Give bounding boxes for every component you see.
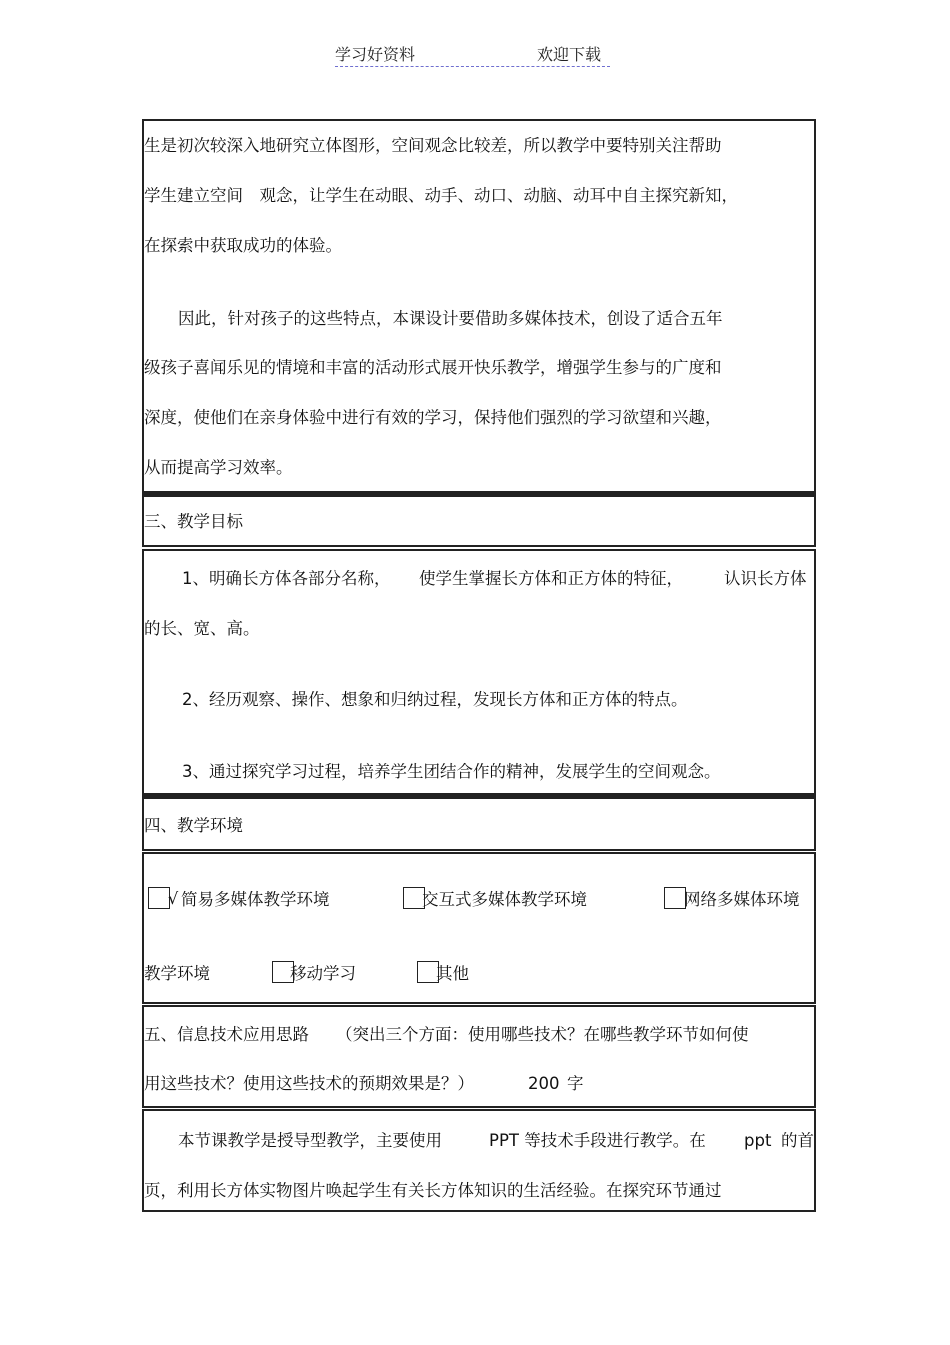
analysis-box bbox=[142, 119, 816, 496]
analysis-line-1: 生是初次较深入地研究立体图形，空间观念比较差，所以教学中要特别关注帮助 bbox=[144, 136, 722, 155]
section5-title-b: （突出三个方面：使用哪些技术？在哪些教学环节如何使 bbox=[336, 1025, 749, 1044]
section3-title-box bbox=[142, 495, 816, 547]
goal1-part-c: 认识长方体 bbox=[724, 569, 807, 588]
section5-word-count: 200 bbox=[528, 1074, 560, 1093]
section5-line2: 页，利用长方体实物图片唤起学生有关长方体知识的生活经验。在探究环节通过 bbox=[144, 1181, 722, 1200]
option-interactive-multimedia: 交互式多媒体教学环境 bbox=[422, 890, 587, 909]
section5-title-box bbox=[142, 1005, 816, 1108]
section5-title-a: 五、信息技术应用思路 bbox=[144, 1025, 309, 1044]
analysis-line-5: 级孩子喜闻乐见的情境和丰富的活动形式展开快乐教学，增强学生参与的广度和 bbox=[144, 358, 722, 377]
analysis-line-2: 学生建立空间 观念，让学生在动眼、动手、动口、动脑、动耳中自主探究新知， bbox=[144, 186, 738, 205]
header-left-text: 学习好资料 bbox=[335, 45, 416, 64]
checkbox-simple-multimedia[interactable] bbox=[148, 887, 170, 909]
check-mark: √ bbox=[168, 889, 179, 908]
analysis-line-3: 在探索中获取成功的体验。 bbox=[144, 236, 342, 255]
page-header bbox=[335, 40, 610, 67]
checkbox-network-multimedia[interactable] bbox=[664, 887, 686, 909]
section3-title: 三、教学目标 bbox=[144, 512, 243, 531]
goal1-part-b: 使学生掌握长方体和正方体的特征， bbox=[419, 569, 683, 588]
goal1-part-d: 的长、宽、高。 bbox=[144, 619, 260, 638]
header-right-text: 欢迎下载 bbox=[537, 45, 602, 64]
section5-body-box bbox=[142, 1109, 816, 1212]
option-mobile-learning: 移动学习 bbox=[290, 964, 356, 983]
goal1-part-a: 1、明确长方体各部分名称， bbox=[182, 569, 391, 588]
goal3: 3、通过探究学习过程，培养学生团结合作的精神，发展学生的空间观念。 bbox=[182, 762, 721, 781]
option-other: 其他 bbox=[436, 964, 469, 983]
section4-title-box bbox=[142, 797, 816, 851]
option-simple-multimedia: 简易多媒体教学环境 bbox=[181, 890, 330, 909]
section4-body-box bbox=[142, 852, 816, 1004]
option-network-multimedia: 网络多媒体环境 bbox=[684, 890, 800, 909]
section4-title: 四、教学环境 bbox=[144, 816, 243, 835]
section5-line1-c: ppt bbox=[744, 1131, 772, 1150]
analysis-line-7: 从而提高学习效率。 bbox=[144, 458, 293, 477]
section5-line1-a: 本节课教学是授导型教学，主要使用 bbox=[178, 1131, 442, 1150]
goal2: 2、经历观察、操作、想象和归纳过程，发现长方体和正方体的特点。 bbox=[182, 690, 688, 709]
section3-body-box bbox=[142, 549, 816, 798]
analysis-line-6: 深度，使他们在亲身体验中进行有效的学习，保持他们强烈的学习欲望和兴趣， bbox=[144, 408, 722, 427]
option-network-multimedia-cont: 教学环境 bbox=[144, 964, 210, 983]
section5-word-unit: 字 bbox=[567, 1074, 584, 1093]
section5-title-c: 用这些技术？使用这些技术的预期效果是？） bbox=[144, 1074, 474, 1093]
section5-line1-b: PPT 等技术手段进行教学。在 bbox=[489, 1131, 706, 1150]
analysis-line-4: 因此，针对孩子的这些特点，本课设计要借助多媒体技术，创设了适合五年 bbox=[178, 309, 723, 328]
section5-line1-d: 的首 bbox=[781, 1131, 814, 1150]
